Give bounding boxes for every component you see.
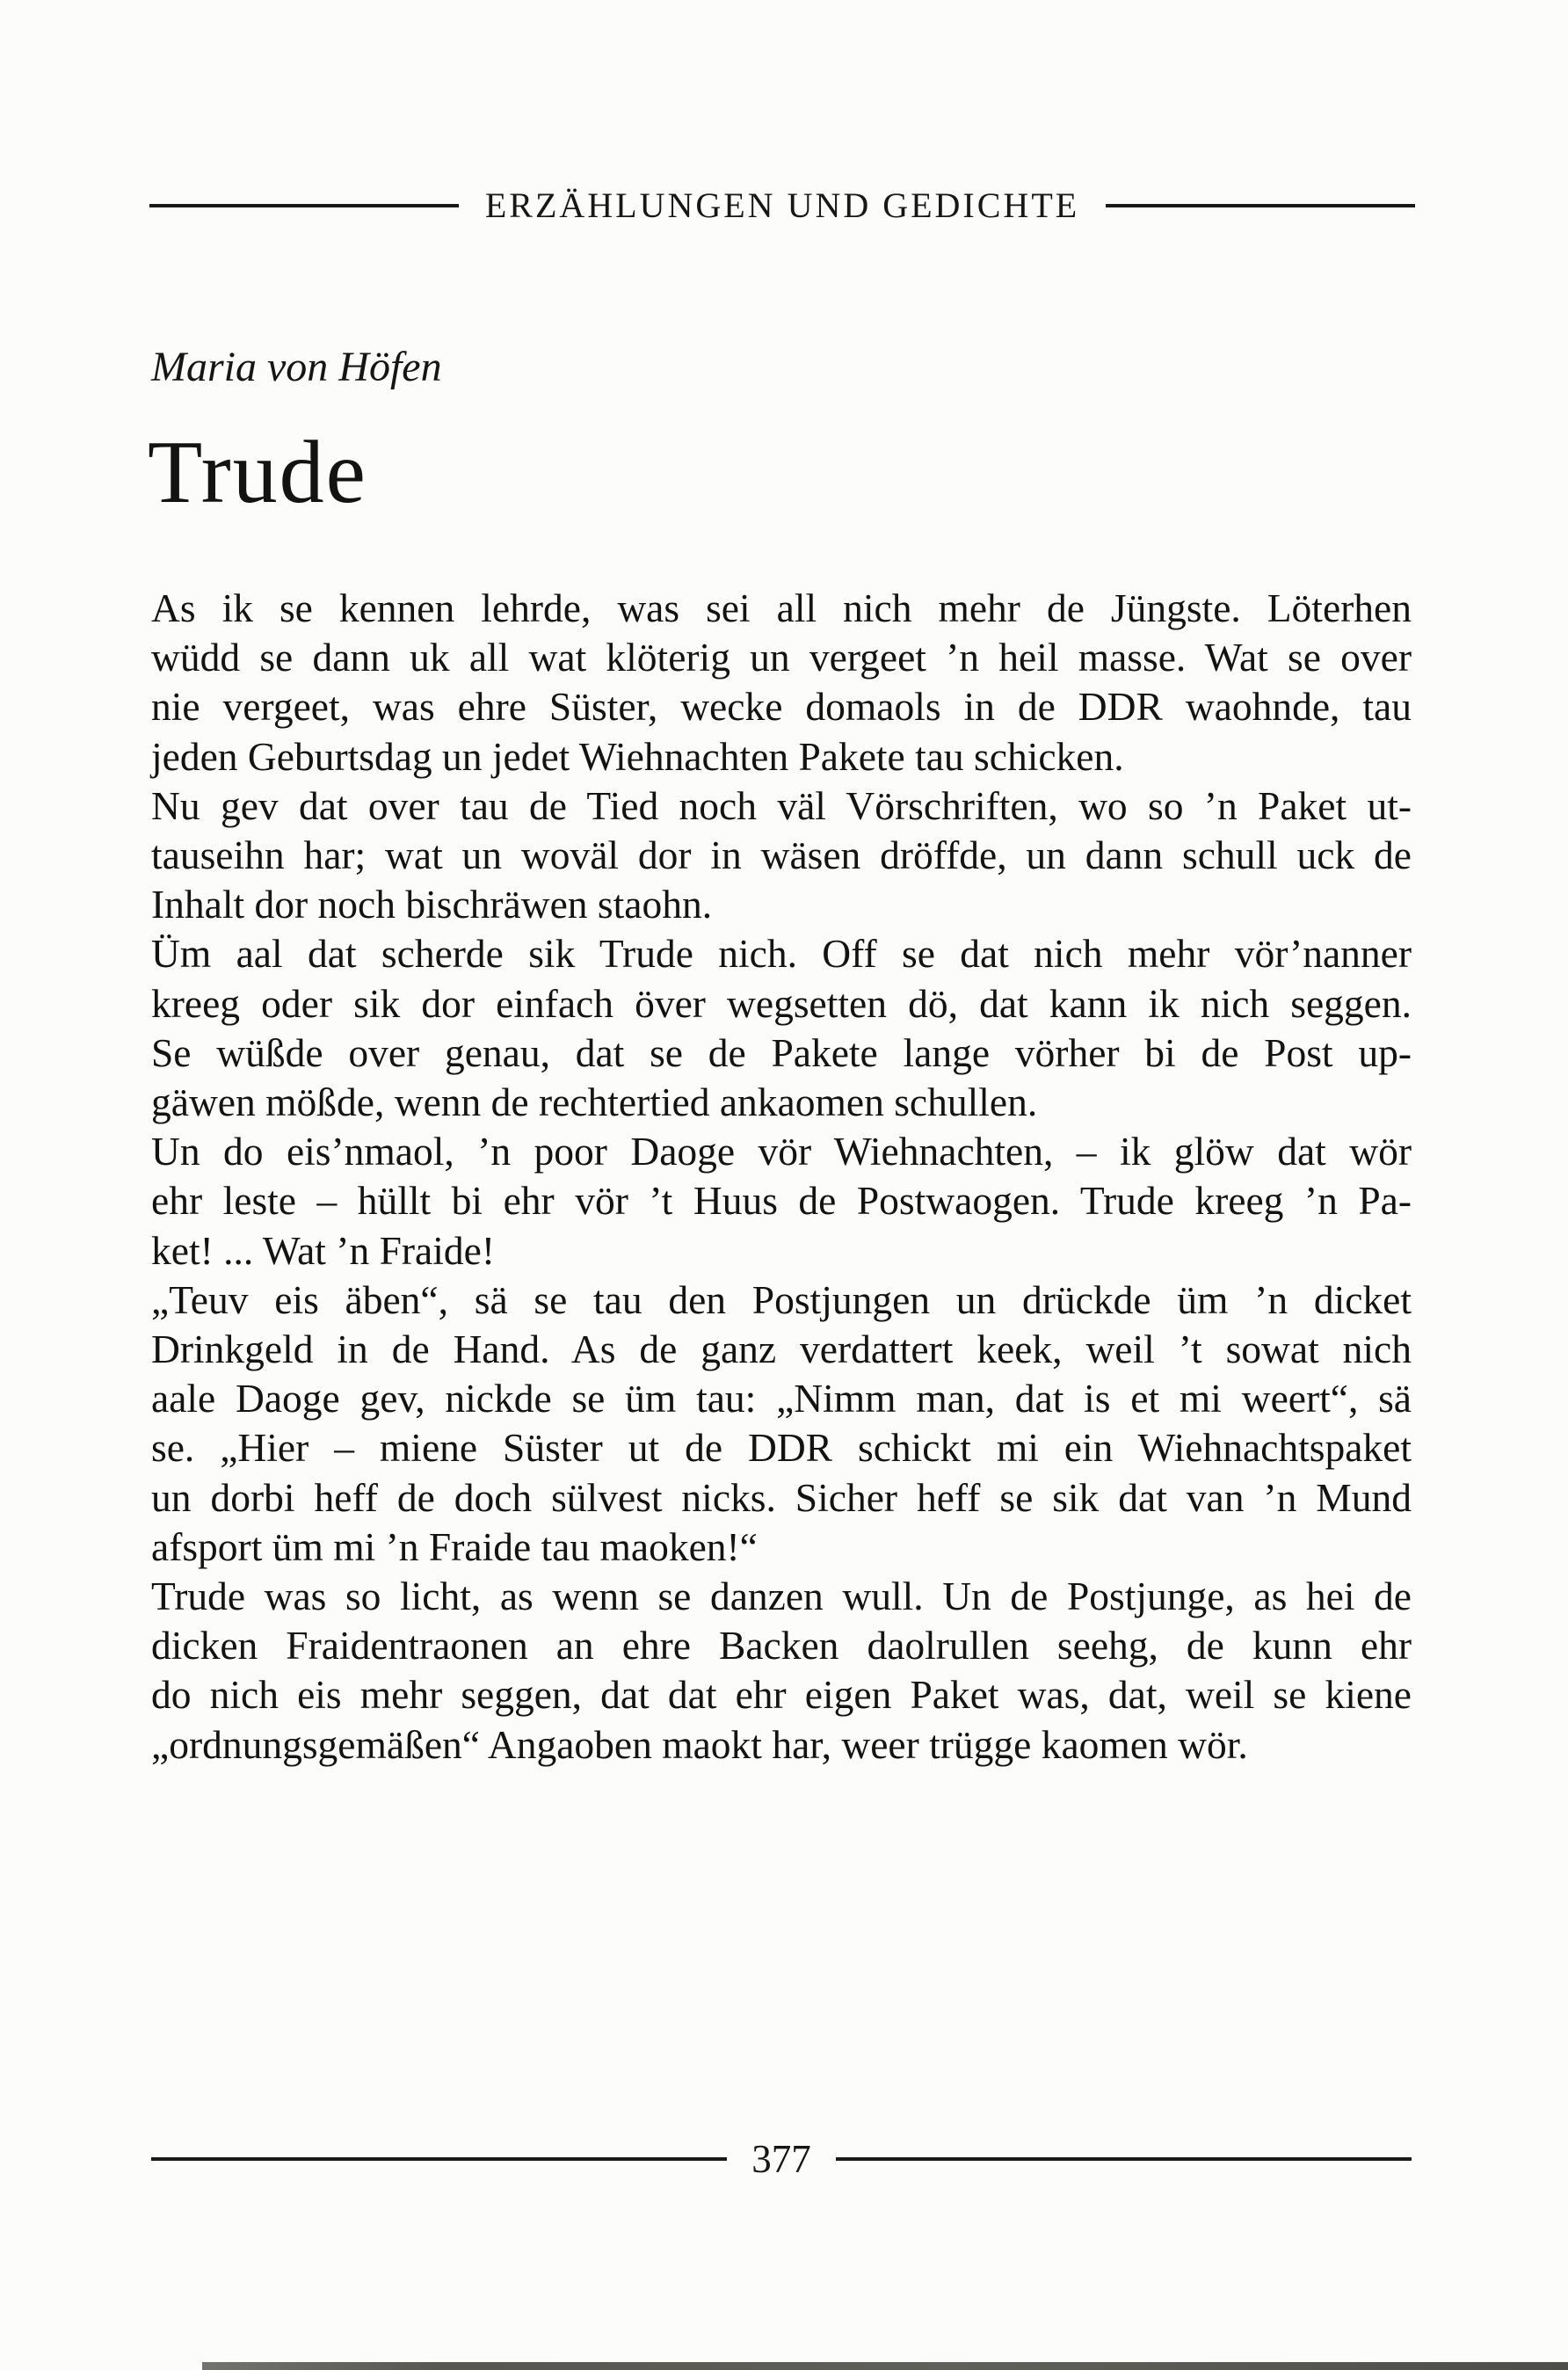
text-line: un dorbi heff de doch sülvest nicks. Sicher heff se sik dat van ’n Mund — [151, 1474, 1412, 1520]
text-line: do nich eis mehr seggen, dat dat ehr eigen Paket was, dat, weil se kiene — [151, 1672, 1412, 1718]
page-number: 377 — [751, 2137, 811, 2181]
scan-artifact — [202, 2362, 1568, 2370]
text-line: ehr leste – hüllt bi ehr vör ’t Huus de Postwaogen. Trude kreeg ’n Pa- — [151, 1178, 1412, 1224]
text-line: wüdd se dann uk all wat klöterig un vergeet ’n heil masse. Wat se over — [151, 635, 1412, 680]
text-line: Trude was so licht, as wenn se danzen wull. Un de Postjunge, as hei de — [151, 1574, 1412, 1619]
footer-rule-right — [836, 2157, 1412, 2161]
text-line: „Teuv eis äben“, sä se tau den Postjungen un drückde üm ’n dicket — [151, 1276, 1412, 1322]
footer-rule-left — [151, 2157, 727, 2161]
text-line: Un do eis’nmaol, ’n poor Daoge vör Wiehnachten, – ik glöw dat wör — [151, 1129, 1412, 1174]
text-line: kreeg oder sik dor einfach över wegsetten dö, dat kann ik nich seggen. — [151, 980, 1412, 1026]
article-body — [151, 584, 1412, 1770]
header-rule-right — [1106, 204, 1415, 207]
text-line: tauseihn har; wat un woväl dor in wäsen dröffde, un dann schull uck de — [151, 832, 1412, 878]
text-line: Inhalt dor noch bischräwen staohn. — [151, 882, 713, 927]
text-line: Drinkgeld in de Hand. As de ganz verdattert keek, weil ’t sowat nich — [151, 1327, 1412, 1372]
text-line: dicken Fraidentraonen an ehre Backen daolrullen seehg, de kunn ehr — [151, 1623, 1412, 1668]
running-header — [149, 185, 1415, 226]
text-line: jeden Geburtsdag un jedet Wiehnachten Pakete tau schicken. — [151, 733, 1124, 779]
text-line: „ordnungsgemäßen“ Angaoben maokt har, weer trügge kaomen wör. — [151, 1721, 1248, 1767]
header-rule-left — [149, 204, 459, 207]
author-name: Maria von Höfen — [151, 344, 442, 390]
text-line: As ik se kennen lehrde, was sei all nich mehr de Jüngste. Löterhen — [151, 585, 1412, 630]
text-line: ket! ... Wat ’n Fraide! — [151, 1227, 495, 1273]
text-line: nie vergeet, was ehre Süster, wecke domaols in de DDR waohnde, tau — [151, 684, 1412, 730]
text-line: Üm aal dat scherde sik Trude nich. Off se dat nich mehr vör’nanner — [151, 931, 1412, 977]
text-line: afsport üm mi ’n Fraide tau maoken!“ — [151, 1523, 758, 1569]
header-title: ERZÄHLUNGEN UND GEDICHTE — [484, 185, 1080, 225]
text-line: gäwen mößde, wenn de rechtertied ankaomen schullen. — [151, 1080, 1038, 1125]
text-line: Nu gev dat over tau de Tied noch väl Vörschriften, wo so ’n Paket ut- — [151, 782, 1412, 828]
text-line: aale Daoge gev, nickde se üm tau: „Nimm man, dat is et mi weert“, sä — [151, 1376, 1412, 1421]
text-line: Se wüßde over genau, dat se de Pakete lange vörher bi de Post up- — [151, 1029, 1412, 1075]
text-line: se. „Hier – miene Süster ut de DDR schickt mi ein Wiehnachtspaket — [151, 1425, 1412, 1471]
article-title: Trude — [148, 423, 367, 522]
page-footer — [151, 2136, 1412, 2182]
